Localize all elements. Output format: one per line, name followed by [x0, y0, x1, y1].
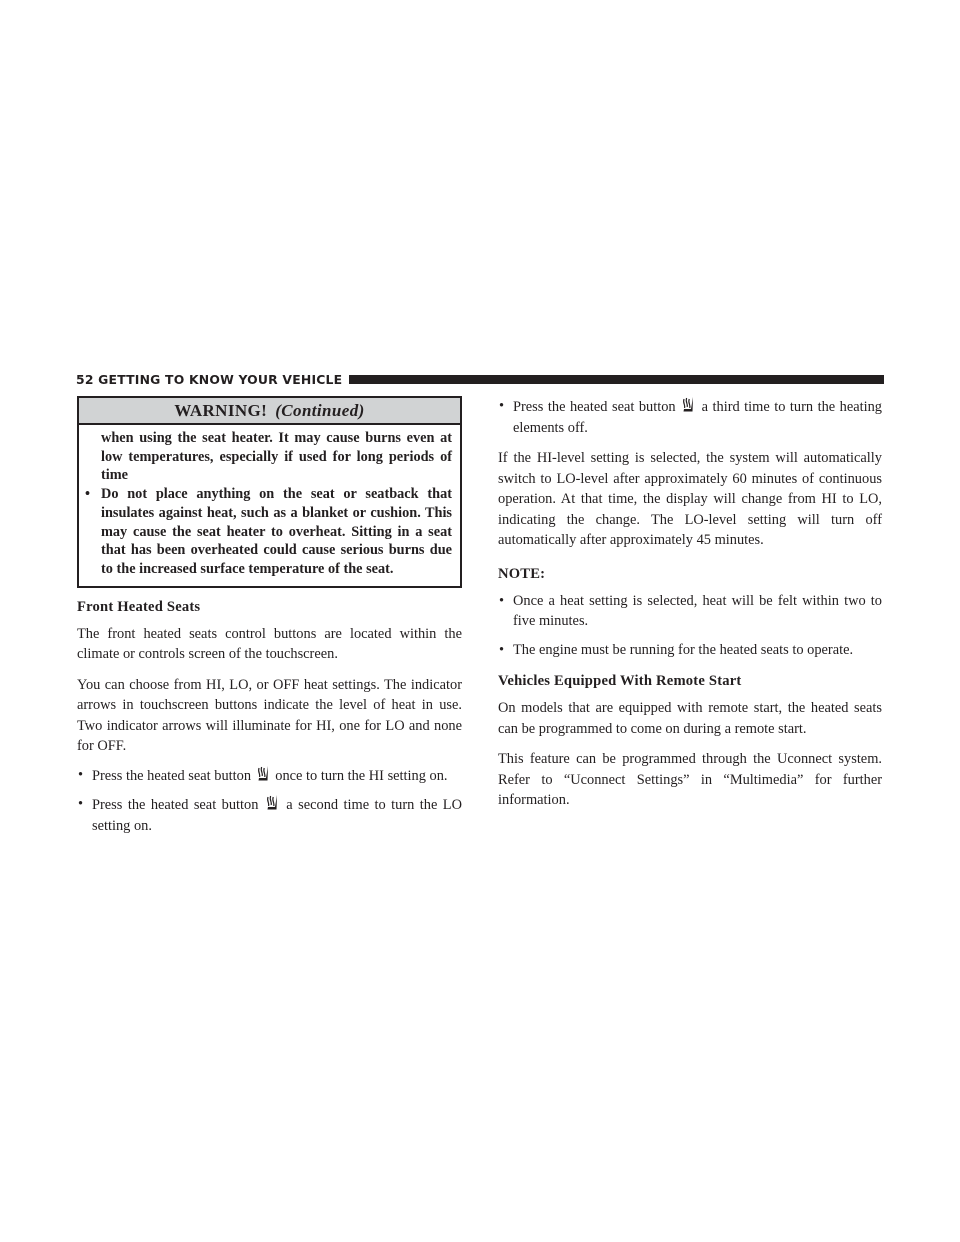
list-item-text: Press the heated seat button: [92, 767, 252, 784]
heated-seat-icon: [682, 396, 695, 413]
list-item-text: a third time to turn the heating elements off.: [513, 399, 883, 436]
bullet-dot: •: [499, 398, 505, 414]
warning-title: [79, 398, 460, 425]
list-item-text: The engine must be running for the heated seats to operate.: [513, 641, 854, 658]
section-heading-front-heated-seats: Front Heated Seats: [77, 598, 201, 615]
warning-bullet: [85, 485, 452, 579]
section-title: GETTING TO KNOW YOUR VEHICLE: [98, 371, 343, 387]
paragraph: The front heated seats control buttons are located within the climate or controls screen of the touchscreen.: [77, 625, 462, 663]
list-item: [498, 591, 882, 632]
warning-continued-label: (Continued): [275, 400, 365, 420]
heated-seat-icon: [266, 794, 279, 811]
warning-bullet-text: Do not place anything on the seat or seatback that insulates against heat, such as a blanket or cushion. This may cause the seat heater to overheat. Sitting in a seat that has been overheated could cause serious burns due to the increased surface temperature of the seat.: [101, 486, 452, 577]
paragraph: On models that are equipped with remote start, the heated seats can be programmed to come on during a remote start.: [498, 700, 882, 737]
list-item: [77, 765, 462, 787]
warning-continuation-text: when using the seat heater. It may cause burns even at low temperatures, especially if used for long periods of time: [101, 430, 452, 484]
left-column: [77, 396, 462, 836]
section-heading-remote-start: Vehicles Equipped With Remote Start: [498, 673, 742, 689]
bullet-dot: •: [85, 486, 91, 503]
bullet-dot: •: [499, 592, 505, 609]
paragraph: This feature can be programmed through the Uconnect system. Refer to “Uconnect Settings” in “Multimedia” for further information.: [498, 751, 882, 808]
bullet-dot: •: [78, 796, 84, 813]
page-header: [76, 369, 884, 389]
list-item-text: a second time to turn the LO setting on.: [92, 797, 462, 834]
heated-seat-icon: [257, 765, 270, 782]
note-label: NOTE:: [498, 565, 546, 582]
warning-body: [79, 425, 460, 586]
list-item-text: Once a heat setting is selected, heat will be felt within two to five minutes.: [513, 592, 882, 629]
bullet-dot: •: [78, 766, 84, 783]
bullet-dot: •: [499, 641, 505, 658]
right-column: [498, 396, 882, 811]
warning-label: WARNING!: [174, 400, 268, 420]
list-item: [498, 396, 882, 438]
page-number: 52: [76, 371, 94, 387]
list-item: [498, 640, 882, 661]
header-rule: [349, 375, 884, 384]
paragraph: You can choose from HI, LO, or OFF heat settings. The indicator arrows in touchscreen buttons indicate the level of heat in use. Two indicator arrows will illuminate for HI, one for LO and none for OFF.: [77, 676, 462, 755]
list-item-text: once to turn the HI setting on.: [275, 767, 448, 784]
page-header-label: [76, 372, 342, 387]
warning-box: [77, 396, 462, 588]
list-item-text: Press the heated seat button: [513, 399, 676, 415]
list-item: [77, 794, 462, 836]
list-item-text: Press the heated seat button: [92, 797, 259, 814]
paragraph: If the HI-level setting is selected, the system will automatically switch to LO-level after approximately 60 minutes of continuous operation. At that time, the display will change from HI to LO, indicating the change. The LO-level setting will turn off automatically after approximately 45 minutes.: [498, 450, 882, 548]
